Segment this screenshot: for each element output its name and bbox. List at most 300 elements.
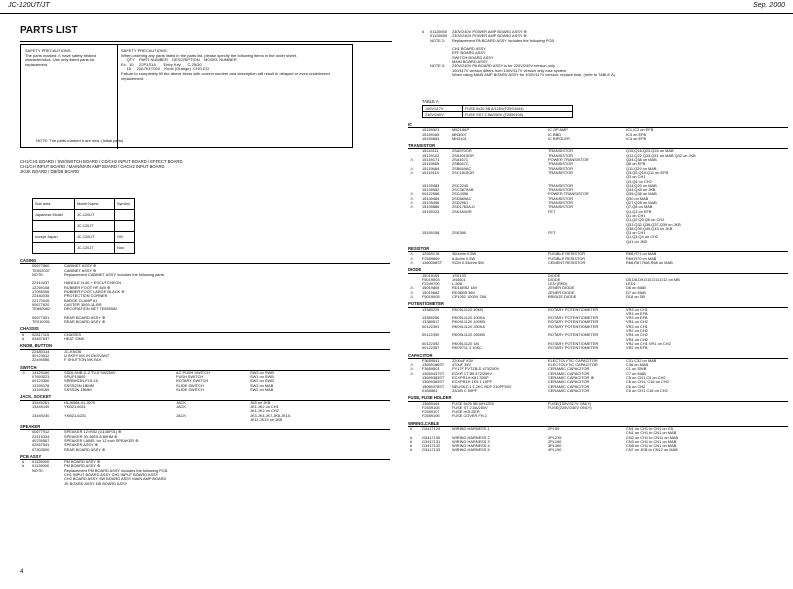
- parts-cell: 13159169: [32, 387, 50, 393]
- parts-cell: 01126900: [32, 459, 50, 465]
- parts-cell: HLJ6568-01-3070: [64, 399, 96, 405]
- parts-row: [20, 337, 390, 341]
- model-table-row: [33, 221, 135, 232]
- parts-cell: ECKR 1T B0 472/250V: [452, 370, 492, 376]
- model-table-cell: Japanese Model: [33, 210, 75, 221]
- parts-cell: Replacement CABINET ASSY includes the following parts.: [64, 271, 165, 277]
- parts-cell: 2SC2240: [452, 182, 469, 188]
- pcb-note-cell: #: [422, 29, 425, 34]
- parts-cell: CN1 on CH1 to CN1 on G5,: [626, 426, 675, 431]
- table-a-cell: 230V/240V: [423, 112, 463, 118]
- parts-cell: 22440035: [32, 293, 50, 299]
- model-table-cell: except Japan: [33, 232, 75, 243]
- parts-cell: Q3,Q5 on CH2: [626, 178, 652, 184]
- parts-cell: FUSIBLE RESISTOR: [548, 251, 586, 257]
- parts-cell: F2559107: [422, 409, 440, 415]
- parts-cell: ZENER DIODE: [548, 285, 575, 291]
- parts-cell: RUBBER FOOT HF-600 ⊕: [64, 284, 111, 290]
- section-title: CHASSIS: [20, 326, 39, 332]
- parts-cell: NEUSKZ-1 1.2KC BDF 210PF50V: [452, 383, 512, 389]
- pcb-note-cell: When using MAIN AMP BOARD ASSY for 100V/117V version, replace fuse. (refer to TABLE A): [452, 71, 615, 77]
- parts-cell: 00122390: [422, 332, 440, 338]
- parts-cell: 13449149: [32, 403, 50, 409]
- parts-cell: JC-KNOB: [64, 348, 82, 354]
- parts-row: [20, 358, 390, 362]
- parts-row: [408, 295, 788, 299]
- section-title: IC: [408, 122, 413, 127]
- parts-cell: 13449240: [32, 412, 50, 418]
- parts-cell: ⚠: [410, 251, 414, 257]
- parts-cell: RK09L1120 250KB: [452, 332, 486, 338]
- parts-cell: IC4 on EFB: [626, 135, 647, 141]
- safety-note-left: SAFETY PRECAUTIONS: The parts marked ⚠ have safety related characteristics. Use only listed parts for replacement.: [25, 48, 96, 67]
- parts-cell: CERAMIC CAPACITOR: [548, 387, 590, 393]
- parts-cell: 2SC4396: [452, 191, 469, 197]
- parts-cell: FET: [548, 208, 556, 214]
- parts-cell: 00122566: [422, 191, 440, 197]
- parts-cell: HANDLE H-40 + ESCUTCHEON: [64, 280, 121, 286]
- section-title: WIRING,CABLE: [408, 420, 440, 426]
- parts-cell: F2559106: [422, 413, 440, 419]
- parts-cell: 15019169: [422, 272, 440, 278]
- model-number: JC-120UT/JT: [8, 2, 50, 9]
- parts-cell: ⚠: [410, 362, 414, 368]
- parts-cell: 00122391: [422, 323, 440, 329]
- parts-cell: JK1,JK2 on CH2: [250, 408, 279, 414]
- parts-cell: ⚠: [410, 195, 414, 201]
- parts-cell: FUSE COVER FH-1: [452, 413, 488, 419]
- parts-cell: 33449261: [32, 399, 50, 405]
- notes-divider: [117, 45, 118, 149]
- parts-row: [408, 137, 788, 141]
- parts-cell: ROTARY POTENTIOMETER: [548, 315, 599, 321]
- parts-cell: 15129102: [422, 152, 440, 158]
- parts-cell: CN7 on JKB to CN12 on MAB: [626, 447, 678, 453]
- parts-cell: ROTARY POTENTIOMETER: [548, 345, 599, 351]
- parts-cell: JK6 on JKB: [250, 399, 271, 405]
- parts-cell: SPEAKER 30-16E0-8 80HM ⊕: [64, 433, 118, 439]
- parts-cell: 22495556: [32, 357, 50, 363]
- parts-cell: FUSE(100V/117V ONLY): [548, 400, 592, 406]
- parts-cell: R68,R71 on MAB: [626, 251, 657, 257]
- parts-cell: L-608: [452, 281, 462, 287]
- parts-row: [20, 388, 390, 392]
- parts-cell: FUSE 5x20 5B A/H125V: [452, 400, 495, 406]
- parts-cell: ⚠: [410, 165, 414, 171]
- parts-cell: 15159521: [422, 127, 440, 133]
- parts-cell: 15119114: [422, 169, 439, 175]
- parts-cell: 01126900: [32, 463, 50, 469]
- parts-cell: REAR BOARD ASSY ⊕: [64, 314, 106, 320]
- parts-cell: 15149171: [422, 157, 440, 163]
- parts-cell: BRIDGE DIODE: [548, 293, 577, 299]
- parts-cell: Q11,Q29 on MAB: [626, 165, 657, 171]
- parts-cell: 2SB649AC: [452, 165, 472, 171]
- parts-cell: TRANSISTOR: [548, 195, 574, 201]
- section-title: TRANSISTOR: [408, 143, 436, 149]
- parts-cell: C36 on MAB: [626, 362, 649, 368]
- parts-cell: Q31,Q32,Q36,Q37,Q39 on JKB: [626, 221, 681, 227]
- parts-cell: 02557541: [32, 442, 50, 448]
- parts-cell: C5 on CH1 C16 on CH2: [626, 387, 668, 393]
- parts-cell: 15119111: [422, 148, 439, 154]
- pcb-note-cell: 230V/240V POWER AMP BOARD ASSY ⊕: [452, 29, 527, 34]
- parts-cell: 2PL160: [548, 438, 562, 444]
- model-table-row: [33, 243, 135, 254]
- model-table-cell: [33, 221, 75, 232]
- parts-cell: TRANSISTOR: [548, 182, 574, 188]
- parts-cell: F SHUTTON MK BLK: [64, 357, 102, 363]
- parts-cell: 15159165: [422, 131, 440, 137]
- parts-cell: SSSS23N 1BMM: [64, 382, 94, 388]
- parts-cell: JK3,JK4,JK7,JK8,JK10,: [250, 412, 292, 418]
- pcb-note-cell: 230V/240V POWER AMP BOARD ASSY ⊕: [452, 33, 527, 39]
- section-title: CAPACITOR: [408, 352, 433, 358]
- parts-cell: ⚠: [410, 293, 414, 299]
- table-a-cell: FUSE 5x20 5B A/125V(F25S4444): [463, 106, 573, 112]
- model-table-cell: JC-120UT: [75, 232, 115, 243]
- parts-cell: MN3007: [452, 131, 467, 137]
- parts-cell: R66,R67,R68,R68 on MAB: [626, 259, 673, 265]
- parts-cell: 15069378ST: [422, 383, 445, 389]
- section-title: CASING: [20, 258, 37, 263]
- parts-cell: 1SS133: [452, 272, 466, 278]
- parts-cell: CP1002 1000V 25A: [452, 293, 487, 299]
- parts-cell: D5,D8,D9,D10,D11,D12 on MB: [626, 276, 680, 282]
- parts-cell: C31,C32 on MAB: [626, 357, 657, 363]
- parts-cell: FET: [548, 230, 556, 236]
- parts-cell: C1 on SWB: [626, 366, 647, 372]
- section-title: PCB ASSY: [20, 453, 42, 459]
- parts-cell: ⚠: [410, 366, 414, 372]
- parts-cell: TE890082: [32, 306, 50, 312]
- model-table-row: [33, 232, 135, 243]
- parts-cell: SLIDE SWITCH: [176, 382, 204, 388]
- parts-cell: #: [410, 426, 413, 431]
- parts-cell: CN1 on CH1 to CN1 on MAB: [626, 430, 677, 436]
- parts-cell: HEAT SINK: [64, 336, 85, 342]
- model-table-cell: Symbol: [115, 199, 135, 210]
- parts-cell: G3417131: [422, 438, 441, 444]
- page-header: [0, 0, 793, 14]
- parts-cell: YKB21-6011: [64, 403, 86, 409]
- page-number: 4: [20, 569, 24, 575]
- parts-cell: Q1 on CH1: [626, 212, 646, 218]
- parts-cell: ⚠: [410, 157, 414, 163]
- parts-cell: ROTARY POTENTIOMETER: [548, 319, 599, 325]
- parts-cell: G3417129: [422, 426, 441, 431]
- parts-cell: JK11,JK13 on JKB: [250, 416, 283, 422]
- parts-cell: 13659444: [422, 400, 440, 406]
- parts-cell: D7 on MAB: [626, 289, 646, 295]
- left-parts-column: [20, 256, 390, 486]
- parts-cell: ⚠: [410, 204, 414, 210]
- parts-row: [408, 240, 788, 244]
- parts-cell: SLIDE SWITCH: [176, 387, 204, 393]
- parts-cell: FUSE(220V/240V ONLY): [548, 404, 592, 410]
- parts-cell: SPUP10800: [64, 374, 86, 380]
- parts-cell: Q8 on EFB: [626, 161, 646, 167]
- parts-cell: ELECTOLYTIC CAPACITOR: [548, 357, 598, 363]
- parts-cell: 01B0881: [422, 387, 438, 393]
- parts-cell: ROTARY POTENTIOMETER: [548, 332, 599, 338]
- section-title: SPEAKER: [20, 424, 41, 430]
- parts-cell: RD16EB2 18V: [452, 285, 478, 291]
- model-table-cell: JC-120JT: [75, 221, 115, 232]
- section-title: DIODE: [408, 267, 422, 273]
- parts-cell: #: [410, 438, 413, 444]
- parts-row: [20, 418, 390, 422]
- parts-cell: 15139483: [422, 182, 440, 188]
- parts-cell: C6 on CH2: [626, 383, 646, 389]
- parts-cell: VR4 on CH2: [626, 336, 648, 342]
- parts-cell: JK BOARD ASSY DB BOARD ASSY: [64, 480, 128, 486]
- parts-cell: Q15,Q16,Q23,Q24 on MAB: [626, 148, 674, 154]
- parts-row: [20, 482, 390, 486]
- parts-cell: Q27,Q28 on MAB: [626, 200, 657, 206]
- table-a-cell: 100V/117V: [423, 106, 463, 112]
- parts-cell: C7 on MAB: [626, 370, 646, 376]
- parts-cell: 2SB647C: [452, 161, 469, 167]
- parts-cell: 13659437ST: [422, 370, 445, 376]
- parts-cell: #: [22, 459, 25, 465]
- parts-cell: RK09L1120 100KA: [452, 315, 486, 321]
- parts-cell: SDDLSHB-D-2 TV-5 SW250V: [64, 369, 116, 375]
- parts-cell: CABINET ASSY ⊕: [64, 263, 97, 269]
- parts-cell: CERAMIC CAPACITOR: [548, 366, 590, 372]
- parts-cell: 00122357: [422, 345, 440, 351]
- parts-cell: 13699383ST: [422, 375, 445, 381]
- parts-cell: F2559869: [422, 255, 440, 261]
- parts-cell: SW3 on MAB: [250, 382, 274, 388]
- parts-cell: RUBBER FOOT LARGE BLACK ⊕: [64, 289, 125, 295]
- parts-cell: TRANSISTOR: [548, 165, 574, 171]
- parts-cell: #: [410, 443, 413, 449]
- table-a-grid: [422, 105, 573, 118]
- parts-cell: D18 on DB: [626, 293, 646, 299]
- parts-cell: POWER TRANSISTOR: [548, 157, 589, 163]
- parts-cell: DIODE: [548, 276, 561, 282]
- model-table-cell: Sub area: [33, 199, 75, 210]
- parts-cell: AC PUSH SWITCH: [176, 369, 210, 375]
- parts-cell: 15019662: [422, 289, 440, 295]
- parts-cell: VR1 on EFB: [626, 310, 648, 316]
- parts-cell: #: [410, 434, 413, 440]
- parts-cell: 2SK184GR: [452, 208, 472, 214]
- pcb-note-cell: CH1 BOARD ASSY: [452, 46, 486, 52]
- pcb-note-cell: NOTE 3:: [430, 63, 446, 69]
- parts-cell: G3417132: [422, 443, 441, 449]
- parts-cell: 3PL360: [548, 443, 562, 449]
- parts-cell: SCM 0.33ohm 5W: [452, 259, 484, 265]
- parts-cell: 40239567: [32, 437, 50, 443]
- parts-cell: M5218AP: [452, 127, 470, 133]
- parts-cell: 00677912: [32, 429, 50, 435]
- parts-cell: 13389256: [422, 315, 440, 321]
- section-title: RESISTOR: [408, 246, 430, 252]
- parts-cell: U SKEY MX IN DIGIVANT: [64, 352, 110, 358]
- parts-cell: 15139886: [422, 204, 440, 210]
- parts-cell: IC1,IC2 on EFB: [626, 127, 654, 133]
- parts-cell: 22170045: [32, 297, 50, 303]
- parts-cell: IC3 on EFB: [626, 131, 647, 137]
- parts-cell: CERAMIC CAPACITOR: [548, 370, 590, 376]
- parts-cell: WIRING HARNESS 4: [452, 443, 490, 449]
- parts-cell: 13389517: [422, 319, 440, 325]
- parts-cell: 07303500: [32, 446, 50, 452]
- parts-cell: JACK: [176, 412, 186, 418]
- parts-row: [408, 448, 788, 452]
- parts-cell: 15159664: [422, 135, 440, 141]
- parts-cell: 2SD669AC: [452, 195, 472, 201]
- pcb-note-cell: NOTE 2:: [430, 37, 446, 43]
- table-a-row: [423, 112, 573, 118]
- pcb-note-cell: 230V/240V PA BOARD ASSY is for 220V/240V version only.: [452, 63, 556, 69]
- parts-cell: CERAMIC CAPACITOR: [548, 383, 590, 389]
- parts-cell: ZENER DIODE: [548, 289, 575, 295]
- pcb-note-cell: 01126900: [430, 29, 448, 34]
- model-table-cell: [115, 210, 135, 221]
- parts-cell: CN6 on CH1 to CN1 on MAB: [626, 443, 677, 449]
- parts-cell: VR2 on CH1 VR1 on CH2: [626, 340, 671, 346]
- parts-cell: VR4 on CH2: [626, 319, 648, 325]
- parts-cell: VR4 on CH2: [626, 332, 648, 338]
- parts-cell: 2SA1015GR: [452, 152, 474, 158]
- parts-cell: R69,R70 on MAB: [626, 255, 657, 261]
- parts-cell: TRANSISTOR: [548, 148, 574, 154]
- parts-cell: ⚠: [410, 169, 414, 175]
- pcb-assy-notes: [422, 30, 772, 77]
- parts-cell: IC OP AMP: [548, 127, 568, 133]
- parts-cell: SW2 on MAB: [250, 387, 274, 393]
- safety-note-right: SAFETY PRECAUTIONS: When ordering any parts listed in the parts list, please specify the following items in the order sheet. QTY PART NUMBER DESCRIPTION MODEL NUMBER Ex. 10 22P1S1A Entry Key C-25/30 15 22A7K1T000 Knob (Orange) CHG-EO Failure to completely fill the above items with correct number and description will result in delayed or even undelivered replacement.: [121, 48, 330, 81]
- parts-cell: C6 on CH1, C16 on CH2: [626, 379, 669, 385]
- pcb-note-cell: EFF BOARD ASSY: [452, 50, 486, 56]
- parts-cell: F3659501: [422, 366, 440, 372]
- parts-cell: SW1 on SWB: [250, 374, 274, 380]
- parts-cell: RK09L1120 10KB: [452, 306, 483, 312]
- parts-cell: YKB21-6231: [64, 412, 87, 418]
- parts-cell: TRANSISTOR: [548, 204, 574, 210]
- parts-cell: ⚠: [410, 259, 414, 265]
- parts-cell: Q41 on JKB: [626, 238, 647, 244]
- parts-cell: Q1,Q3,Q4 on CH2: [626, 234, 659, 240]
- parts-cell: 1N4001: [452, 276, 466, 282]
- parts-cell: RK09L1120 1M: [452, 340, 479, 346]
- parts-cell: ELECTOLYTIC CAPACITOR: [548, 362, 598, 368]
- parts-cell: 15139552: [422, 187, 440, 193]
- parts-row: [408, 346, 788, 350]
- parts-cell: ⚠: [410, 285, 414, 291]
- parts-cell: G3417130: [422, 434, 441, 440]
- parts-cell: TE010091: [32, 319, 50, 325]
- parts-cell: 22415334: [32, 433, 50, 439]
- parts-cell: VR2 on EFB: [626, 345, 648, 351]
- parts-cell: REAR BOARD ASSY ⊕: [64, 319, 106, 325]
- parts-cell: 2SC3879AB: [452, 187, 474, 193]
- parts-cell: SRRMIS3N-F15-16: [64, 378, 98, 384]
- right-parts-column: [408, 120, 788, 453]
- parts-cell: SW2 on SWB: [250, 378, 274, 384]
- parts-cell: VR3 on CH1: [626, 323, 648, 329]
- model-table-cell: Model Name: [75, 199, 115, 210]
- page-title: PARTS LIST: [20, 25, 78, 36]
- parts-cell: TRANSISTOR: [548, 161, 574, 167]
- parts-cell: FUSE ST 2.5A/250V: [452, 404, 488, 410]
- parts-cell: Q12,Q22,Q33,Q41 on MAB Q42 on JKB: [626, 152, 696, 158]
- model-table-cell: [115, 221, 135, 232]
- parts-cell: 02817115: [32, 331, 50, 337]
- model-table-cell: JC-120UT: [75, 210, 115, 221]
- parts-cell: 03457637: [32, 336, 50, 342]
- parts-cell: 2PL50: [548, 426, 560, 431]
- board-list: CH1/CH1 BOARD / SW/SWITCH BOARD / CD/CH2 INPUT BOARD / EFFECT BOARD CH1/CH INPUT BOARD / MAIN/MAIN AMP BOARD / CHCH2 INPUT BOARD JK/JK BOARD / DB/DB BOARD: [20, 159, 183, 174]
- parts-cell: SPEAKER 12×R52 (G106F01) ⊕: [64, 429, 122, 435]
- parts-cell: ROTARY POTENTIOMETER: [548, 340, 599, 346]
- parts-cell: D6 on MAB: [626, 285, 646, 291]
- parts-cell: 4PL190: [548, 447, 562, 453]
- parts-cell: CH2 BOARD ASSY SW BOARD ASSY MAIN AMP BOARD: [64, 476, 167, 482]
- parts-cell: #: [22, 463, 25, 469]
- model-table-cell: [33, 243, 75, 254]
- parts-cell: SPEAKER ASSY ⊕: [64, 442, 98, 448]
- parts-cell: PUSH SWITCH: [176, 374, 204, 380]
- parts-cell: 15119684: [422, 165, 440, 171]
- parts-cell: 15159158: [422, 230, 440, 236]
- parts-cell: RK09711 1 10KC: [452, 345, 482, 351]
- parts-cell: 15139496: [422, 200, 440, 206]
- pcb-note-cell: 01126900: [430, 33, 448, 39]
- parts-cell: 2SK386: [452, 230, 466, 236]
- parts-cell: Q7,Q8 on MAB: [626, 204, 653, 210]
- new-parts-note: NOTE: The parts marked # are new. (Initial parts): [36, 138, 124, 143]
- parts-cell: 2SA1671: [452, 157, 469, 163]
- section-title: JACK, SOCKET: [20, 394, 52, 400]
- parts-cell: DIODE: [548, 272, 561, 278]
- parts-cell: 00677860: [32, 263, 50, 269]
- parts-cell: WIRING HARNESS 5: [452, 447, 490, 453]
- parts-row: [408, 389, 788, 393]
- parts-cell: 22410037: [32, 280, 50, 286]
- parts-cell: F5019005: [422, 293, 440, 299]
- parts-cell: JACK: [176, 403, 186, 409]
- pcb-note-row: [422, 73, 772, 77]
- parts-cell: MN3101: [452, 135, 467, 141]
- parts-cell: Q3 on CH1: [626, 230, 646, 236]
- parts-cell: CH1 INPUT BOARD ASSY CH2 INPUT BOARD ASSY: [64, 472, 159, 478]
- parts-cell: TRANSISTOR: [548, 152, 574, 158]
- parts-cell: 00123350: [32, 378, 50, 384]
- parts-cell: Q1,Q3 on EFB: [626, 208, 652, 214]
- parts-cell: 15019805: [422, 285, 440, 291]
- parts-cell: ⚠: [410, 200, 414, 206]
- parts-cell: F2249700: [422, 281, 440, 287]
- parts-cell: REAR BOARD ASSY ⊕: [64, 446, 106, 452]
- parts-cell: 13659186ST: [422, 362, 445, 368]
- model-table-cell: JC-120JT: [75, 243, 115, 254]
- table-a-label: TABLE A: [422, 99, 439, 104]
- model-table-row: [33, 210, 135, 221]
- parts-cell: Q1,Q2,Q5,Q6 on CH2: [626, 217, 665, 223]
- parts-cell: CHASSIS: [64, 331, 82, 337]
- title-divider: [20, 41, 392, 42]
- section-title: FUSE, FUSE HOLDER: [408, 395, 452, 401]
- parts-row: [408, 414, 788, 418]
- parts-cell: 2SC1815GR: [452, 169, 475, 175]
- pcb-note-cell: 100/117V version differs from 100V/117V version only fuse system.: [452, 67, 568, 73]
- issue-date: Sep. 2000: [753, 2, 785, 9]
- parts-cell: CERAMIC CAPACITOR ⊕: [548, 375, 594, 381]
